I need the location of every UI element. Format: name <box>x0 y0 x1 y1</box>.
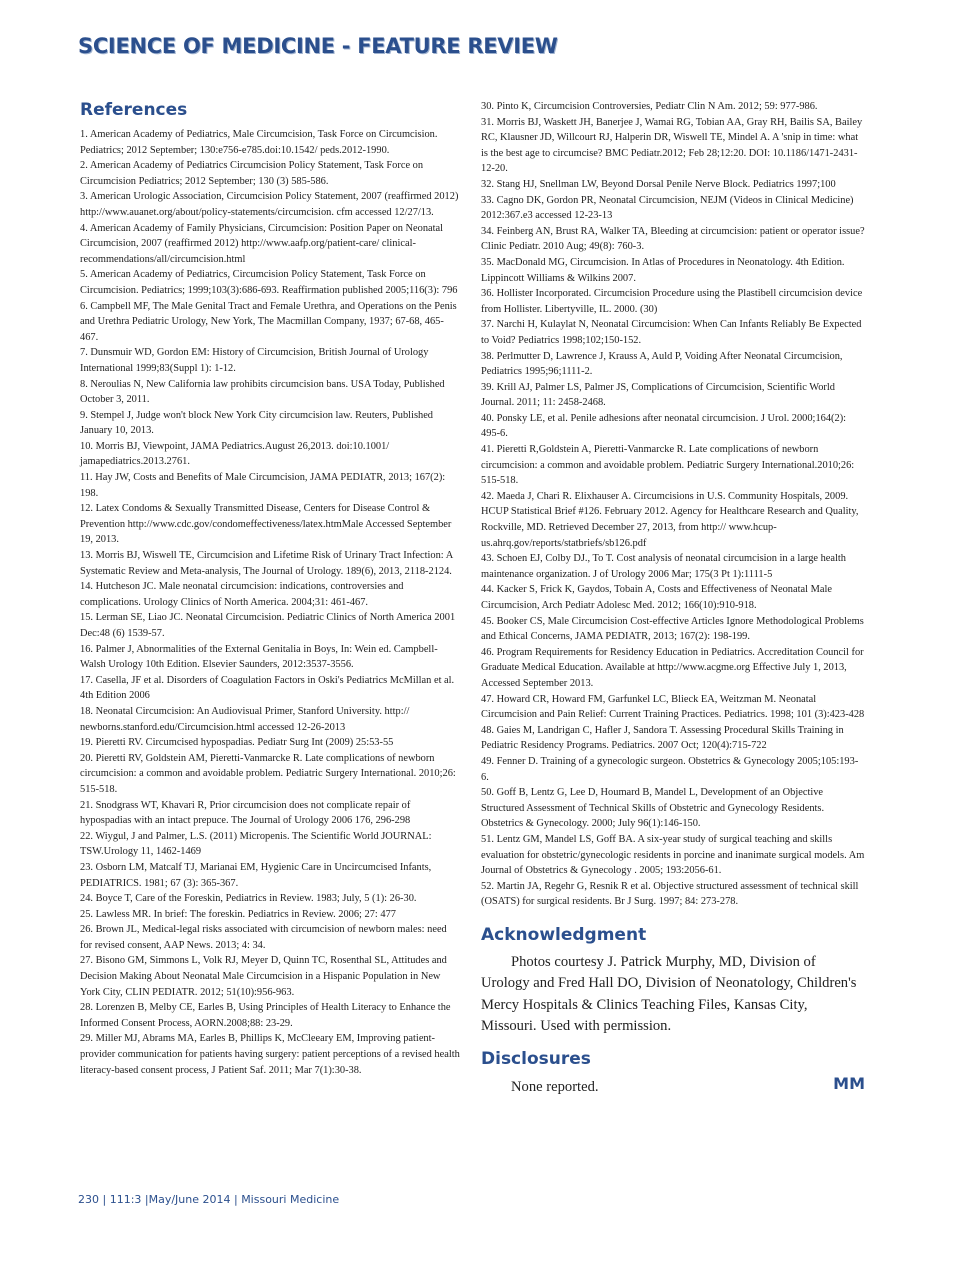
reference-item: 6. Campbell MF, The Male Genital Tract and Female Urethra, and Operations on the Penis and Urethra Pediatric Urology, New York, The Macmillan Company, 1937; 67-68, 465-467. <box>80 300 457 343</box>
reference-item: 29. Miller MJ, Abrams MA, Earles B, Phillips K, McCleeary EM, Improving patient-provider communication for patients having surgery: patient perceptions of a revised health literacy-based consent process, J Patient Saf. 2011; Mar 7(1):30-38. <box>80 1033 460 1076</box>
reference-item: 46. Program Requirements for Residency Education in Pediatrics. Accreditation Council for Graduate Medical Education. Available at http://www.acgme.org Effective July 1, 2013, Accessed September 2013. <box>481 646 864 689</box>
reference-item: 32. Stang HJ, Snellman LW, Beyond Dorsal Penile Nerve Block. Pediatrics 1997;100 <box>481 178 836 190</box>
reference-item: 18. Neonatal Circumcision: An Audiovisual Primer, Stanford University. http:// newborns.stanford.edu/Circumcision.html accessed 12-26-2013 <box>80 705 410 733</box>
reference-item: 15. Lerman SE, Liao JC. Neonatal Circumcision. Pediatric Clinics of North America 2001 Dec:48 (6) 1539-57. <box>80 612 456 639</box>
reference-item: 26. Brown JL, Medical-legal risks associated with circumcision of newborn males: need for revised consent, AAP News. 2013; 4: 34. <box>80 924 447 951</box>
reference-item: 30. Pinto K, Circumcision Controversies, Pediatr Clin N Am. 2012; 59: 977-986. <box>481 101 818 112</box>
reference-item: 12. Latex Condoms & Sexually Transmitted Disease, Centers for Disease Control & Prevention http://www.cdc.gov/condomeffectiveness/latex.htmMale Accessed September 19, 2013. <box>80 503 452 546</box>
reference-item: 33. Cagno DK, Gordon PR, Neonatal Circumcision, NEJM (Videos in Clinical Medicine) 2012:367.e3 accessed 12-23-13 <box>481 194 854 222</box>
missouri-medicine-logo: MM <box>833 1073 865 1093</box>
reference-item: 48. Gaies M, Landrigan C, Hafler J, Sandora T. Assessing Procedural Skills Training in Pediatric Residency Programs. Pediatrics. 2007 Oct; 120(4):715-722 <box>481 724 844 752</box>
disclosures-heading: Disclosures <box>481 1048 591 1069</box>
reference-item: 52. Martin JA, Regehr G, Resnik R et al. Objective structured assessment of technical skill (OSATS) for surgical residents. Br J Surg. 1997; 84: 273-278. <box>481 880 859 908</box>
reference-item: 1. American Academy of Pediatrics, Male Circumcision, Task Force on Circumcision. Pediatrics; 2012 September; 130:e756-e785.doi:10.1542/ peds.2012-1990. <box>80 129 438 156</box>
reference-item: 28. Lorenzen B, Melby CE, Earles B, Using Principles of Health Literacy to Enhance the Informed Consent Process, AORN.2008;88: 23-29. <box>80 1002 451 1029</box>
reference-item: 2. American Academy of Pediatrics Circumcision Policy Statement, Task Force on Circumcision Pediatrics; 2012 September; 130 (3) 585-586. <box>80 160 424 187</box>
reference-item: 45. Booker CS, Male Circumcision Cost-effective Articles Ignore Methodological Problems and Ethical Concerns, JAMA PEDIATR, 2013; 167(2): 198-199. <box>481 615 864 643</box>
page-footer: 230 | 111:3 |May/June 2014 | Missouri Medicine <box>78 1193 340 1206</box>
reference-item: 36. Hollister Incorporated. Circumcision Procedure using the Plastibell circumcision device from Hollister. Libertyville, IL. 2000. (30) <box>481 288 863 315</box>
reference-item: 5. American Academy of Pediatrics, Circumcision Policy Statement, Task Force on Circumcision. Pediatrics; 1999;103(3):686-693. Reaffirmation published 2005;116(3): 796 <box>80 269 458 296</box>
references-heading: References <box>80 100 188 120</box>
reference-item: 49. Fenner D. Training of a gynecologic surgeon. Obstetrics & Gynecology 2005;105:193-6. <box>481 755 859 783</box>
reference-item: 40. Ponsky LE, et al. Penile adhesions after neonatal circumcision. J Urol. 2000;164(2): 495-6. <box>481 412 847 440</box>
reference-item: 41. Pieretti R,Goldstein A, Pieretti-Vanmarcke R. Late complications of newborn circumcision: a common and avoidable problem. Pediatric Surgery International.2010;26: 515-518. <box>481 444 855 487</box>
reference-item: 13. Morris BJ, Wiswell TE, Circumcision and Lifetime Risk of Urinary Tract Infection: A Systematic Review and Meta-analysis, The Journal of Urology. 189(6), 2013, 2118-2124. <box>80 550 453 577</box>
disclosures-text: None reported. <box>511 1078 599 1095</box>
reference-item: 47. Howard CR, Howard FM, Garfunkel LC, Blieck EA, Weitzman M. Neonatal Circumcision and Pain Relief: Current Training Practices. Pediatrics. 1998; 101 (3):423-428 <box>481 693 865 721</box>
reference-item: 43. Schoen EJ, Colby DJ., To T. Cost analysis of neonatal circumcision in a large health maintenance organization. J of Urology 2006 Mar; 175(3 Pt 1):1111-5 <box>481 553 846 580</box>
reference-item: 11. Hay JW, Costs and Benefits of Male Circumcision, JAMA PEDIATR, 2013; 167(2): 198. <box>80 472 446 499</box>
reference-item: 4. American Academy of Family Physicians, Circumcision: Position Paper on Neonatal Circumcision, 2007 (reaffirmed 2012) http://www.aafp.org/patient-care/ clinical-recommendations/all/circumcision.html <box>80 222 444 265</box>
reference-item: 19. Pieretti RV. Circumcised hypospadias. Pediatr Surg Int (2009) 25:53-55 <box>80 737 394 749</box>
reference-item: 42. Maeda J, Chari R. Elixhauser A. Circumcisions in U.S. Community Hospitals, 2009. HCUP Statistical Brief #126. February 2012. Agency for Healthcare Research and Quality, Rockville, MD. Retrieved December 27, 2013, from http:// www.hcup-us.ahrq.gov/reports/statbriefs/sb126.pdf <box>481 490 859 549</box>
reference-item: 7. Dunsmuir WD, Gordon EM: History of Circumcision, British Journal of Urology International 1999;83(Suppl 1): 1-12. <box>80 347 429 374</box>
reference-item: 24. Boyce T, Care of the Foreskin, Pediatrics in Review. 1983; July, 5 (1): 26-30. <box>80 893 417 905</box>
reference-item: 8. Neroulias N, New California law prohibits circumcision bans. USA Today, Published October 3, 2011. <box>80 378 445 406</box>
reference-list-right <box>481 99 865 910</box>
reference-item: 27. Bisono GM, Simmons L, Volk RJ, Meyer D, Quinn TC, Rosenthal SL, Attitudes and Decision Making About Neonatal Male Circumcision in a Hispanic Population in New York City, CLIN PEDIATR. 2012; 51(10):956-963. <box>80 955 447 998</box>
reference-item: 51. Lentz GM, Mandel LS, Goff BA. A six-year study of surgical teaching and skills evaluation for obstetric/gynecologic residents in porcine and inanimate surgical models. Am Journal of Obstetrics & Gynecology . 2005; 193:2056-61. <box>481 833 865 877</box>
reference-item: 10. Morris BJ, Viewpoint, JAMA Pediatrics.August 26,2013. doi:10.1001/ jamapediatrics.2013.2761. <box>80 440 390 468</box>
reference-item: 35. MacDonald MG, Circumcision. In Atlas of Procedures in Neonatology. 4th Edition. Lippincott Williams & Wilkins 2007. <box>481 256 845 284</box>
reference-item: 50. Goff B, Lentz G, Lee D, Houmard B, Mandel L, Development of an Objective Structured Assessment of Technical Skills of Obstetric and Gynecology Residents. Obstetrics & Gynecology. 2000; July 96(1):146-150. <box>481 787 825 830</box>
reference-item: 14. Hutcheson JC. Male neonatal circumcision: indications, controversies and complications. Urology Clinics of North America. 2004;31: 461-467. <box>80 581 404 608</box>
reference-item: 16. Palmer J, Abnormalities of the External Genitalia in Boys, In: Wein ed. Campbell-Walsh Urology 10th Edition. Elsevier Saunders, 2012:3537-3556. <box>80 643 438 671</box>
references-column-left <box>80 99 461 1078</box>
acknowledgment-text: Photos courtesy J. Patrick Murphy, MD, Division of Urology and Fred Hall DO, Division of Neonatology, Children's Mercy Hospitals & Clinics Teaching Files, Kansas City, Missouri. Used with permission. <box>481 953 857 1035</box>
reference-item: 17. Casella, JF et al. Disorders of Coagulation Factors in Oski's Pediatrics McMillan et al. 4th Edition 2006 <box>80 674 455 702</box>
reference-item: 20. Pieretti RV, Goldstein AM, Pieretti-Vanmarcke R. Late complications of newborn circumcision: a common and avoidable problem. Pediatric Surgery International. 2010;26: 515-518. <box>80 752 456 795</box>
reference-item: 44. Kacker S, Frick K, Gaydos, Tobain A, Costs and Effectiveness of Neonatal Male Circumcision, Arch Pediatr Adolesc Med. 2012; 166(10):910-918. <box>481 584 832 611</box>
reference-item: 38. Perlmutter D, Lawrence J, Krauss A, Auld P, Voiding After Neonatal Circumcision, Pediatrics 1995;96;1111-2. <box>481 350 843 378</box>
reference-item: 39. Krill AJ, Palmer LS, Palmer JS, Complications of Circumcision, Scientific World Journal. 2011; 11: 2458-2468. <box>481 381 835 409</box>
reference-item: 25. Lawless MR. In brief: The foreskin. Pediatrics in Review. 2006; 27: 477 <box>80 908 396 920</box>
reference-item: 31. Morris BJ, Waskett JH, Banerjee J, Wamai RG, Tobian AA, Gray RH, Bailis SA, Bailey RC, Klausner JD, Willcourt RJ, Halperin DR, Wiswell TE, Mindel A. A 'snip in time: what is the best age to circumcise? BMC Pediatr.2012; Feb 28;12:20. DOI: 10.1186/1471-2431-12-20. <box>481 116 863 175</box>
references-column-right <box>481 99 865 1100</box>
acknowledgment-heading: Acknowledgment <box>481 924 647 945</box>
reference-item: 22. Wiygul, J and Palmer, L.S. (2011) Micropenis. The Scientific World JOURNAL: TSW.Urology 11, 1462-1469 <box>80 830 432 858</box>
reference-item: 21. Snodgrass WT, Khavari R, Prior circumcision does not complicate repair of hypospadias with an intact prepuce. The Journal of Urology 2006 176, 296-298 <box>80 799 411 827</box>
reference-item: 23. Osborn LM, Matcalf TJ, Marianai EM, Hygienic Care in Uncircumcised Infants, PEDIATRICS. 1981; 67 (3): 365-367. <box>80 861 432 889</box>
reference-list-left <box>80 127 461 1078</box>
disclosures-row <box>481 1073 865 1100</box>
reference-item: 9. Stempel J, Judge won't block New York City circumcision law. Reuters, Published January 10, 2013. <box>80 409 434 437</box>
page-header: SCIENCE OF MEDICINE - FEATURE REVIEW <box>78 34 558 58</box>
reference-item: 37. Narchi H, Kulaylat N, Neonatal Circumcision: When Can Infants Reliably Be Expected to Void? Pediatrics 1998;102;150-152. <box>481 319 862 346</box>
reference-item: 3. American Urologic Association, Circumcision Policy Statement, 2007 (reaffirmed 2012) http://www.auanet.org/about/policy-statements/circumcision. cfm accessed 12/27/13. <box>80 191 459 218</box>
reference-item: 34. Feinberg AN, Brust RA, Walker TA, Bleeding at circumcision: patient or operator issue? Clinic Pediatr. 2010 Aug; 49(8): 760-3. <box>481 225 865 253</box>
